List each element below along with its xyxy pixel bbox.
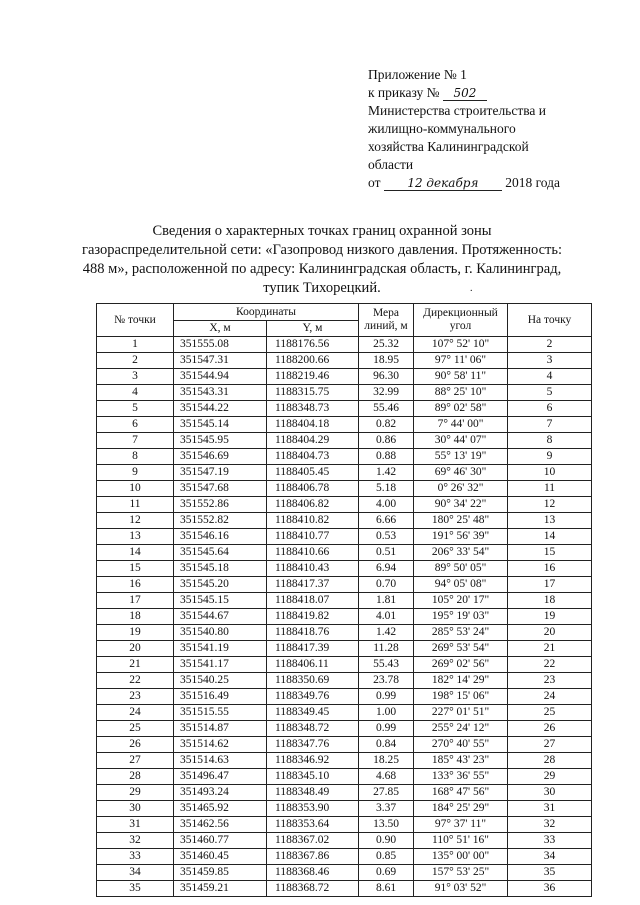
column-header-point: № точки (97, 304, 174, 337)
y-coordinate: 1188406.11 (267, 657, 359, 673)
x-coordinate: 351545.95 (174, 433, 267, 449)
point-number: 28 (97, 769, 174, 785)
to-point: 10 (508, 465, 592, 481)
line-length: 13.50 (359, 817, 414, 833)
ministry-line-4: области (368, 157, 414, 172)
point-number: 9 (97, 465, 174, 481)
to-point: 29 (508, 769, 592, 785)
line-length: 23.78 (359, 673, 414, 689)
x-coordinate: 351543.31 (174, 385, 267, 401)
x-coordinate: 351541.17 (174, 657, 267, 673)
line-length: 32.99 (359, 385, 414, 401)
table-row (97, 449, 592, 465)
y-coordinate: 1188417.37 (267, 577, 359, 593)
to-point: 35 (508, 865, 592, 881)
bearing-angle: 195° 19' 03" (414, 609, 508, 625)
point-number: 19 (97, 625, 174, 641)
document-header (368, 66, 628, 192)
bearing-angle: 30° 44' 07" (414, 433, 508, 449)
y-coordinate: 1188200.66 (267, 353, 359, 369)
point-number: 17 (97, 593, 174, 609)
y-coordinate: 1188346.92 (267, 753, 359, 769)
point-number: 22 (97, 673, 174, 689)
ministry-line-2: жилищно-коммунального (368, 121, 516, 136)
x-coordinate: 351459.21 (174, 881, 267, 897)
y-coordinate: 1188353.64 (267, 817, 359, 833)
date-suffix: 2018 года (505, 175, 561, 190)
bearing-angle: 97° 37' 11" (414, 817, 508, 833)
bearing-angle: 88° 25' 10" (414, 385, 508, 401)
table-row (97, 785, 592, 801)
title-line-3: 488 м», расположенной по адресу: Калининградская область, г. Калининград, (82, 261, 562, 277)
y-coordinate: 1188367.02 (267, 833, 359, 849)
bearing-angle: 97° 11' 06" (414, 353, 508, 369)
to-point: 22 (508, 657, 592, 673)
line-length: 55.46 (359, 401, 414, 417)
y-coordinate: 1188418.76 (267, 625, 359, 641)
y-coordinate: 1188219.46 (267, 369, 359, 385)
y-coordinate: 1188368.72 (267, 881, 359, 897)
x-coordinate: 351460.45 (174, 849, 267, 865)
bearing-angle: 185° 43' 23" (414, 753, 508, 769)
bearing-angle: 105° 20' 17" (414, 593, 508, 609)
table-row (97, 465, 592, 481)
boundary-points-table (96, 303, 592, 897)
column-header-to-point: На точку (508, 304, 592, 337)
line-length: 4.01 (359, 609, 414, 625)
to-point: 31 (508, 801, 592, 817)
table-row (97, 593, 592, 609)
point-number: 5 (97, 401, 174, 417)
x-coordinate: 351546.16 (174, 529, 267, 545)
to-point: 25 (508, 705, 592, 721)
bearing-angle: 135° 00' 00" (414, 849, 508, 865)
point-number: 12 (97, 513, 174, 529)
title-line-2: газораспределительной сети: «Газопровод низкого давления. Протяженность: (82, 242, 562, 258)
column-header-y: Y, м (267, 321, 359, 337)
y-coordinate: 1188410.43 (267, 561, 359, 577)
table-row (97, 673, 592, 689)
y-coordinate: 1188406.78 (267, 481, 359, 497)
line-length: 1.81 (359, 593, 414, 609)
bearing-angle: 94° 05' 08" (414, 577, 508, 593)
line-length: 0.84 (359, 737, 414, 753)
y-coordinate: 1188404.29 (267, 433, 359, 449)
y-coordinate: 1188404.18 (267, 417, 359, 433)
x-coordinate: 351462.56 (174, 817, 267, 833)
line-length: 0.99 (359, 721, 414, 737)
to-point: 23 (508, 673, 592, 689)
line-length: 18.25 (359, 753, 414, 769)
y-coordinate: 1188410.82 (267, 513, 359, 529)
title-line-4: тупик Тихорецкий. (263, 280, 381, 296)
bearing-angle: 269° 53' 54" (414, 641, 508, 657)
point-number: 2 (97, 353, 174, 369)
x-coordinate: 351514.87 (174, 721, 267, 737)
point-number: 23 (97, 689, 174, 705)
point-number: 35 (97, 881, 174, 897)
point-number: 34 (97, 865, 174, 881)
y-coordinate: 1188347.76 (267, 737, 359, 753)
y-coordinate: 1188348.49 (267, 785, 359, 801)
x-coordinate: 351555.08 (174, 337, 267, 353)
title-line-1: Сведения о характерных точках границ охранной зоны (152, 223, 492, 239)
point-number: 11 (97, 497, 174, 513)
appendix-label: Приложение № 1 (368, 67, 467, 82)
to-point: 6 (508, 401, 592, 417)
to-point: 7 (508, 417, 592, 433)
line-length: 3.37 (359, 801, 414, 817)
table-row (97, 353, 592, 369)
line-length: 0.82 (359, 417, 414, 433)
point-number: 3 (97, 369, 174, 385)
table-row (97, 481, 592, 497)
table-row (97, 833, 592, 849)
to-point: 36 (508, 881, 592, 897)
line-length: 1.00 (359, 705, 414, 721)
bearing-angle: 285° 53' 24" (414, 625, 508, 641)
table-row (97, 513, 592, 529)
x-coordinate: 351552.82 (174, 513, 267, 529)
table-row (97, 497, 592, 513)
line-length: 4.68 (359, 769, 414, 785)
date-prefix: от (368, 175, 381, 190)
to-point: 18 (508, 593, 592, 609)
bearing-angle: 90° 34' 22" (414, 497, 508, 513)
order-prefix: к приказу № (368, 85, 440, 100)
x-coordinate: 351545.18 (174, 561, 267, 577)
y-coordinate: 1188418.07 (267, 593, 359, 609)
y-coordinate: 1188349.45 (267, 705, 359, 721)
line-length: 27.85 (359, 785, 414, 801)
line-length: 0.69 (359, 865, 414, 881)
point-number: 31 (97, 817, 174, 833)
y-coordinate: 1188348.72 (267, 721, 359, 737)
point-number: 32 (97, 833, 174, 849)
table-row (97, 337, 592, 353)
to-point: 30 (508, 785, 592, 801)
bearing-angle: 107° 52' 10" (414, 337, 508, 353)
x-coordinate: 351552.86 (174, 497, 267, 513)
table-row (97, 817, 592, 833)
column-header-x: X, м (174, 321, 267, 337)
x-coordinate: 351547.68 (174, 481, 267, 497)
bearing-angle: 157° 53' 25" (414, 865, 508, 881)
to-point: 33 (508, 833, 592, 849)
bearing-angle: 184° 25' 29" (414, 801, 508, 817)
x-coordinate: 351496.47 (174, 769, 267, 785)
x-coordinate: 351540.25 (174, 673, 267, 689)
x-coordinate: 351460.77 (174, 833, 267, 849)
y-coordinate: 1188406.82 (267, 497, 359, 513)
y-coordinate: 1188350.69 (267, 673, 359, 689)
line-length: 0.88 (359, 449, 414, 465)
y-coordinate: 1188404.73 (267, 449, 359, 465)
line-length: 0.51 (359, 545, 414, 561)
to-point: 17 (508, 577, 592, 593)
to-point: 8 (508, 433, 592, 449)
bearing-angle: 89° 50' 05" (414, 561, 508, 577)
to-point: 19 (508, 609, 592, 625)
table-row (97, 865, 592, 881)
table-row (97, 433, 592, 449)
x-coordinate: 351545.20 (174, 577, 267, 593)
bearing-angle: 198° 15' 06" (414, 689, 508, 705)
table-row (97, 545, 592, 561)
bearing-angle: 168° 47' 56" (414, 785, 508, 801)
x-coordinate: 351547.19 (174, 465, 267, 481)
line-length: 6.66 (359, 513, 414, 529)
to-point: 16 (508, 561, 592, 577)
point-number: 4 (97, 385, 174, 401)
table-row (97, 657, 592, 673)
x-coordinate: 351465.92 (174, 801, 267, 817)
line-length: 0.70 (359, 577, 414, 593)
x-coordinate: 351545.64 (174, 545, 267, 561)
line-length: 0.53 (359, 529, 414, 545)
to-point: 12 (508, 497, 592, 513)
point-number: 25 (97, 721, 174, 737)
bearing-angle: 269° 02' 56" (414, 657, 508, 673)
table-row (97, 737, 592, 753)
table-row (97, 881, 592, 897)
y-coordinate: 1188345.10 (267, 769, 359, 785)
line-length: 0.90 (359, 833, 414, 849)
y-coordinate: 1188176.56 (267, 337, 359, 353)
point-number: 15 (97, 561, 174, 577)
table-row (97, 689, 592, 705)
point-number: 21 (97, 657, 174, 673)
y-coordinate: 1188405.45 (267, 465, 359, 481)
line-length: 96.30 (359, 369, 414, 385)
x-coordinate: 351493.24 (174, 785, 267, 801)
point-number: 20 (97, 641, 174, 657)
point-number: 16 (97, 577, 174, 593)
bearing-angle: 270° 40' 55" (414, 737, 508, 753)
table-row (97, 721, 592, 737)
table-row (97, 417, 592, 433)
bearing-angle: 180° 25' 48" (414, 513, 508, 529)
y-coordinate: 1188315.75 (267, 385, 359, 401)
line-length: 11.28 (359, 641, 414, 657)
table-row (97, 369, 592, 385)
table-row (97, 801, 592, 817)
document-title (52, 222, 592, 298)
column-header-length: Мера линий, м (359, 304, 414, 337)
y-coordinate: 1188410.66 (267, 545, 359, 561)
x-coordinate: 351545.15 (174, 593, 267, 609)
y-coordinate: 1188417.39 (267, 641, 359, 657)
to-point: 26 (508, 721, 592, 737)
line-length: 0.85 (359, 849, 414, 865)
line-length: 1.42 (359, 625, 414, 641)
table-row (97, 641, 592, 657)
ministry-line-3: хозяйства Калининградской (368, 139, 529, 154)
x-coordinate: 351514.62 (174, 737, 267, 753)
x-coordinate: 351546.69 (174, 449, 267, 465)
x-coordinate: 351544.22 (174, 401, 267, 417)
point-number: 10 (97, 481, 174, 497)
to-point: 5 (508, 385, 592, 401)
table-row (97, 625, 592, 641)
table-row (97, 401, 592, 417)
line-length: 0.86 (359, 433, 414, 449)
y-coordinate: 1188349.76 (267, 689, 359, 705)
line-length: 55.43 (359, 657, 414, 673)
point-number: 14 (97, 545, 174, 561)
to-point: 28 (508, 753, 592, 769)
line-length: 0.99 (359, 689, 414, 705)
table-row (97, 577, 592, 593)
to-point: 13 (508, 513, 592, 529)
bearing-angle: 227° 01' 51" (414, 705, 508, 721)
table-row (97, 529, 592, 545)
x-coordinate: 351541.19 (174, 641, 267, 657)
x-coordinate: 351545.14 (174, 417, 267, 433)
x-coordinate: 351515.55 (174, 705, 267, 721)
y-coordinate: 1188368.46 (267, 865, 359, 881)
line-length: 4.00 (359, 497, 414, 513)
table-row (97, 561, 592, 577)
point-number: 18 (97, 609, 174, 625)
point-number: 33 (97, 849, 174, 865)
line-length: 5.18 (359, 481, 414, 497)
bearing-angle: 110° 51' 16" (414, 833, 508, 849)
table-row (97, 385, 592, 401)
to-point: 3 (508, 353, 592, 369)
x-coordinate: 351514.63 (174, 753, 267, 769)
to-point: 34 (508, 849, 592, 865)
bearing-angle: 7° 44' 00" (414, 417, 508, 433)
y-coordinate: 1188348.73 (267, 401, 359, 417)
to-point: 9 (508, 449, 592, 465)
x-coordinate: 351544.67 (174, 609, 267, 625)
bearing-angle: 191° 56' 39" (414, 529, 508, 545)
point-number: 6 (97, 417, 174, 433)
stray-dot: . (470, 283, 473, 294)
point-number: 27 (97, 753, 174, 769)
date-line (368, 174, 628, 192)
to-point: 20 (508, 625, 592, 641)
to-point: 4 (508, 369, 592, 385)
x-coordinate: 351516.49 (174, 689, 267, 705)
point-number: 8 (97, 449, 174, 465)
bearing-angle: 89° 02' 58" (414, 401, 508, 417)
line-length: 18.95 (359, 353, 414, 369)
x-coordinate: 351459.85 (174, 865, 267, 881)
x-coordinate: 351540.80 (174, 625, 267, 641)
bearing-angle: 206° 33' 54" (414, 545, 508, 561)
order-number-handwritten: 502 (443, 86, 487, 101)
to-point: 32 (508, 817, 592, 833)
table-row (97, 753, 592, 769)
y-coordinate: 1188410.77 (267, 529, 359, 545)
table-row (97, 769, 592, 785)
bearing-angle: 91° 03' 52" (414, 881, 508, 897)
to-point: 24 (508, 689, 592, 705)
line-length: 25.32 (359, 337, 414, 353)
ministry-line-1: Министерства строительства и (368, 103, 547, 118)
point-number: 24 (97, 705, 174, 721)
line-length: 8.61 (359, 881, 414, 897)
line-length: 6.94 (359, 561, 414, 577)
point-number: 13 (97, 529, 174, 545)
to-point: 27 (508, 737, 592, 753)
point-number: 1 (97, 337, 174, 353)
bearing-angle: 90° 58' 11" (414, 369, 508, 385)
y-coordinate: 1188367.86 (267, 849, 359, 865)
y-coordinate: 1188353.90 (267, 801, 359, 817)
point-number: 7 (97, 433, 174, 449)
to-point: 21 (508, 641, 592, 657)
table-row (97, 609, 592, 625)
bearing-angle: 55° 13' 19" (414, 449, 508, 465)
to-point: 15 (508, 545, 592, 561)
column-header-coords: Координаты (174, 304, 359, 321)
table-row (97, 705, 592, 721)
y-coordinate: 1188419.82 (267, 609, 359, 625)
bearing-angle: 182° 14' 29" (414, 673, 508, 689)
bearing-angle: 255° 24' 12" (414, 721, 508, 737)
table-body (97, 337, 592, 897)
to-point: 2 (508, 337, 592, 353)
column-header-angle: Дирекционный угол (414, 304, 508, 337)
date-handwritten: 12 декабря (384, 176, 502, 191)
bearing-angle: 0° 26' 32" (414, 481, 508, 497)
bearing-angle: 69° 46' 30" (414, 465, 508, 481)
to-point: 11 (508, 481, 592, 497)
table-row (97, 849, 592, 865)
to-point: 14 (508, 529, 592, 545)
line-length: 1.42 (359, 465, 414, 481)
point-number: 29 (97, 785, 174, 801)
point-number: 26 (97, 737, 174, 753)
bearing-angle: 133° 36' 55" (414, 769, 508, 785)
point-number: 30 (97, 801, 174, 817)
x-coordinate: 351547.31 (174, 353, 267, 369)
order-line (368, 84, 628, 102)
x-coordinate: 351544.94 (174, 369, 267, 385)
